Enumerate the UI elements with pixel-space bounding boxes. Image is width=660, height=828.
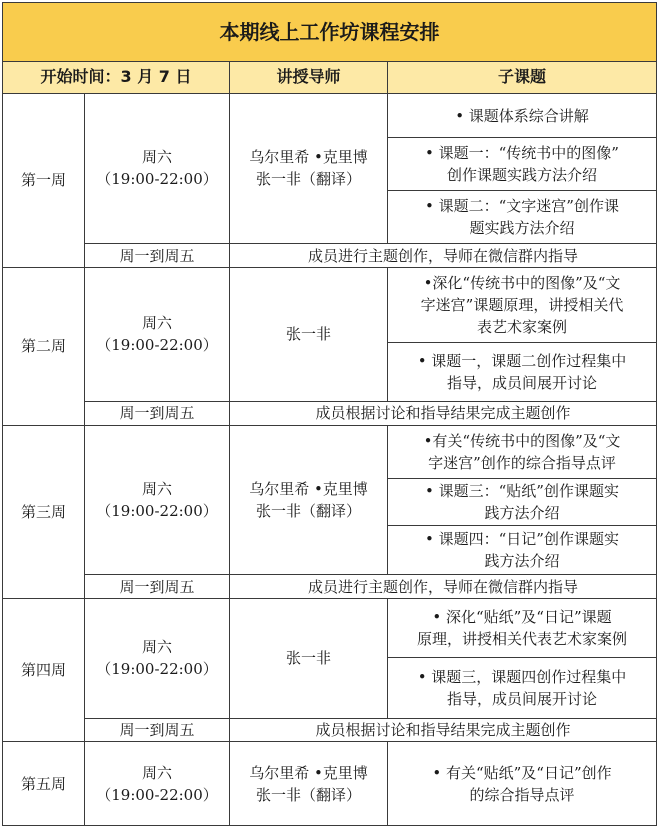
session-time xyxy=(85,267,230,401)
topic-line: •有关“传统书中的图像”及“文 xyxy=(423,431,621,450)
session-day: 周六 xyxy=(141,638,172,657)
title-row xyxy=(3,3,657,62)
week-label: 第二周 xyxy=(3,267,85,425)
session-day: 周六 xyxy=(141,314,172,333)
topic-line: • 课题一：“传统书中的图像” xyxy=(425,144,619,163)
mentor-cell xyxy=(230,742,388,826)
topic-item xyxy=(388,478,657,526)
weekday-row xyxy=(3,718,657,741)
mentor-line: 张一非（翻译） xyxy=(255,501,361,520)
topic-line: • 有关“贴纸”及“日记”创作 xyxy=(432,763,612,782)
week-row xyxy=(3,267,657,342)
topic-item xyxy=(388,93,657,138)
topic-item xyxy=(388,598,657,657)
mentor-line: 乌尔里希 •克里博 xyxy=(249,148,368,167)
mentor-cell xyxy=(230,425,388,575)
weekday-row xyxy=(3,575,657,598)
schedule-table xyxy=(2,2,657,826)
topic-line: 题实践方法介绍 xyxy=(469,219,575,238)
mentor-line: 张一非（翻译） xyxy=(255,170,361,189)
session-time xyxy=(85,93,230,244)
topic-item xyxy=(388,425,657,478)
mentor-line: 张一非 xyxy=(285,325,331,344)
weekday-label: 周一到周五 xyxy=(85,244,230,267)
topic-item xyxy=(388,526,657,575)
topic-line: •深化“传统书中的图像”及“文 xyxy=(423,273,621,292)
topic-line: 表艺术家案例 xyxy=(476,317,567,336)
session-time xyxy=(85,598,230,718)
topic-line: 原理，讲授相关代表艺术家案例 xyxy=(416,629,627,648)
topic-line: • 课题四：“日记”创作课题实 xyxy=(425,530,619,549)
topic-item xyxy=(388,191,657,244)
session-hours: （19:00-22:00） xyxy=(96,660,218,679)
topic-line: 践方法介绍 xyxy=(484,552,560,571)
weekday-text: 成员根据讨论和指导结果完成主题创作 xyxy=(230,718,657,741)
start-time-header: 开始时间：3 月 7 日 xyxy=(3,62,230,94)
topic-line: 践方法介绍 xyxy=(484,503,560,522)
topics-header: 子课题 xyxy=(388,62,657,94)
topic-item xyxy=(388,343,657,402)
session-day: 周六 xyxy=(141,763,172,782)
weekday-text: 成员进行主题创作，导师在微信群内指导 xyxy=(230,575,657,598)
week-row xyxy=(3,93,657,138)
topic-line: • 课题三：“贴纸”创作课题实 xyxy=(425,481,619,500)
topic-line: • 课题一，课题二创作过程集中 xyxy=(417,352,627,371)
week-row xyxy=(3,425,657,478)
session-day: 周六 xyxy=(141,148,172,167)
topic-line: 指导，成员间展开讨论 xyxy=(446,689,597,708)
weekday-label: 周一到周五 xyxy=(85,718,230,741)
session-day: 周六 xyxy=(141,479,172,498)
week-row xyxy=(3,742,657,826)
session-hours: （19:00-22:00） xyxy=(96,336,218,355)
mentor-cell xyxy=(230,267,388,401)
weekday-row xyxy=(3,402,657,425)
week-label: 第一周 xyxy=(3,93,85,267)
topic-line: • 课题二：“文字迷宫”创作课 xyxy=(425,197,619,216)
topic-item xyxy=(388,138,657,191)
topic-line: • 课题体系综合讲解 xyxy=(455,106,589,125)
topic-item xyxy=(388,267,657,342)
weekday-row xyxy=(3,244,657,267)
table-title: 本期线上工作坊课程安排 xyxy=(3,3,657,62)
header-row xyxy=(3,62,657,94)
mentor-line: 乌尔里希 •克里博 xyxy=(249,763,368,782)
session-hours: （19:00-22:00） xyxy=(96,170,218,189)
session-time xyxy=(85,425,230,575)
week-label: 第三周 xyxy=(3,425,85,598)
topic-line: • 深化“贴纸”及“日记”课题 xyxy=(432,607,612,626)
topic-line: • 课题三，课题四创作过程集中 xyxy=(417,667,627,686)
mentor-header: 讲授导师 xyxy=(230,62,388,94)
weekday-text: 成员根据讨论和指导结果完成主题创作 xyxy=(230,402,657,425)
topic-line: 字迷宫”课题原理，讲授相关代 xyxy=(420,295,624,314)
week-label: 第四周 xyxy=(3,598,85,742)
topic-line: 创作课题实践方法介绍 xyxy=(446,166,597,185)
session-time xyxy=(85,742,230,826)
topic-line: 的综合指导点评 xyxy=(469,785,575,804)
mentor-line: 张一非 xyxy=(285,649,331,668)
mentor-cell xyxy=(230,93,388,244)
topic-item xyxy=(388,657,657,718)
weekday-text: 成员进行主题创作，导师在微信群内指导 xyxy=(230,244,657,267)
topic-line: 指导，成员间展开讨论 xyxy=(446,374,597,393)
session-hours: （19:00-22:00） xyxy=(96,501,218,520)
topic-line: 字迷宫”创作的综合指导点评 xyxy=(428,453,616,472)
weekday-label: 周一到周五 xyxy=(85,402,230,425)
session-hours: （19:00-22:00） xyxy=(96,785,218,804)
topic-item xyxy=(388,742,657,826)
week-row xyxy=(3,598,657,657)
weekday-label: 周一到周五 xyxy=(85,575,230,598)
mentor-line: 乌尔里希 •克里博 xyxy=(249,479,368,498)
mentor-cell xyxy=(230,598,388,718)
week-label: 第五周 xyxy=(3,742,85,826)
mentor-line: 张一非（翻译） xyxy=(255,785,361,804)
